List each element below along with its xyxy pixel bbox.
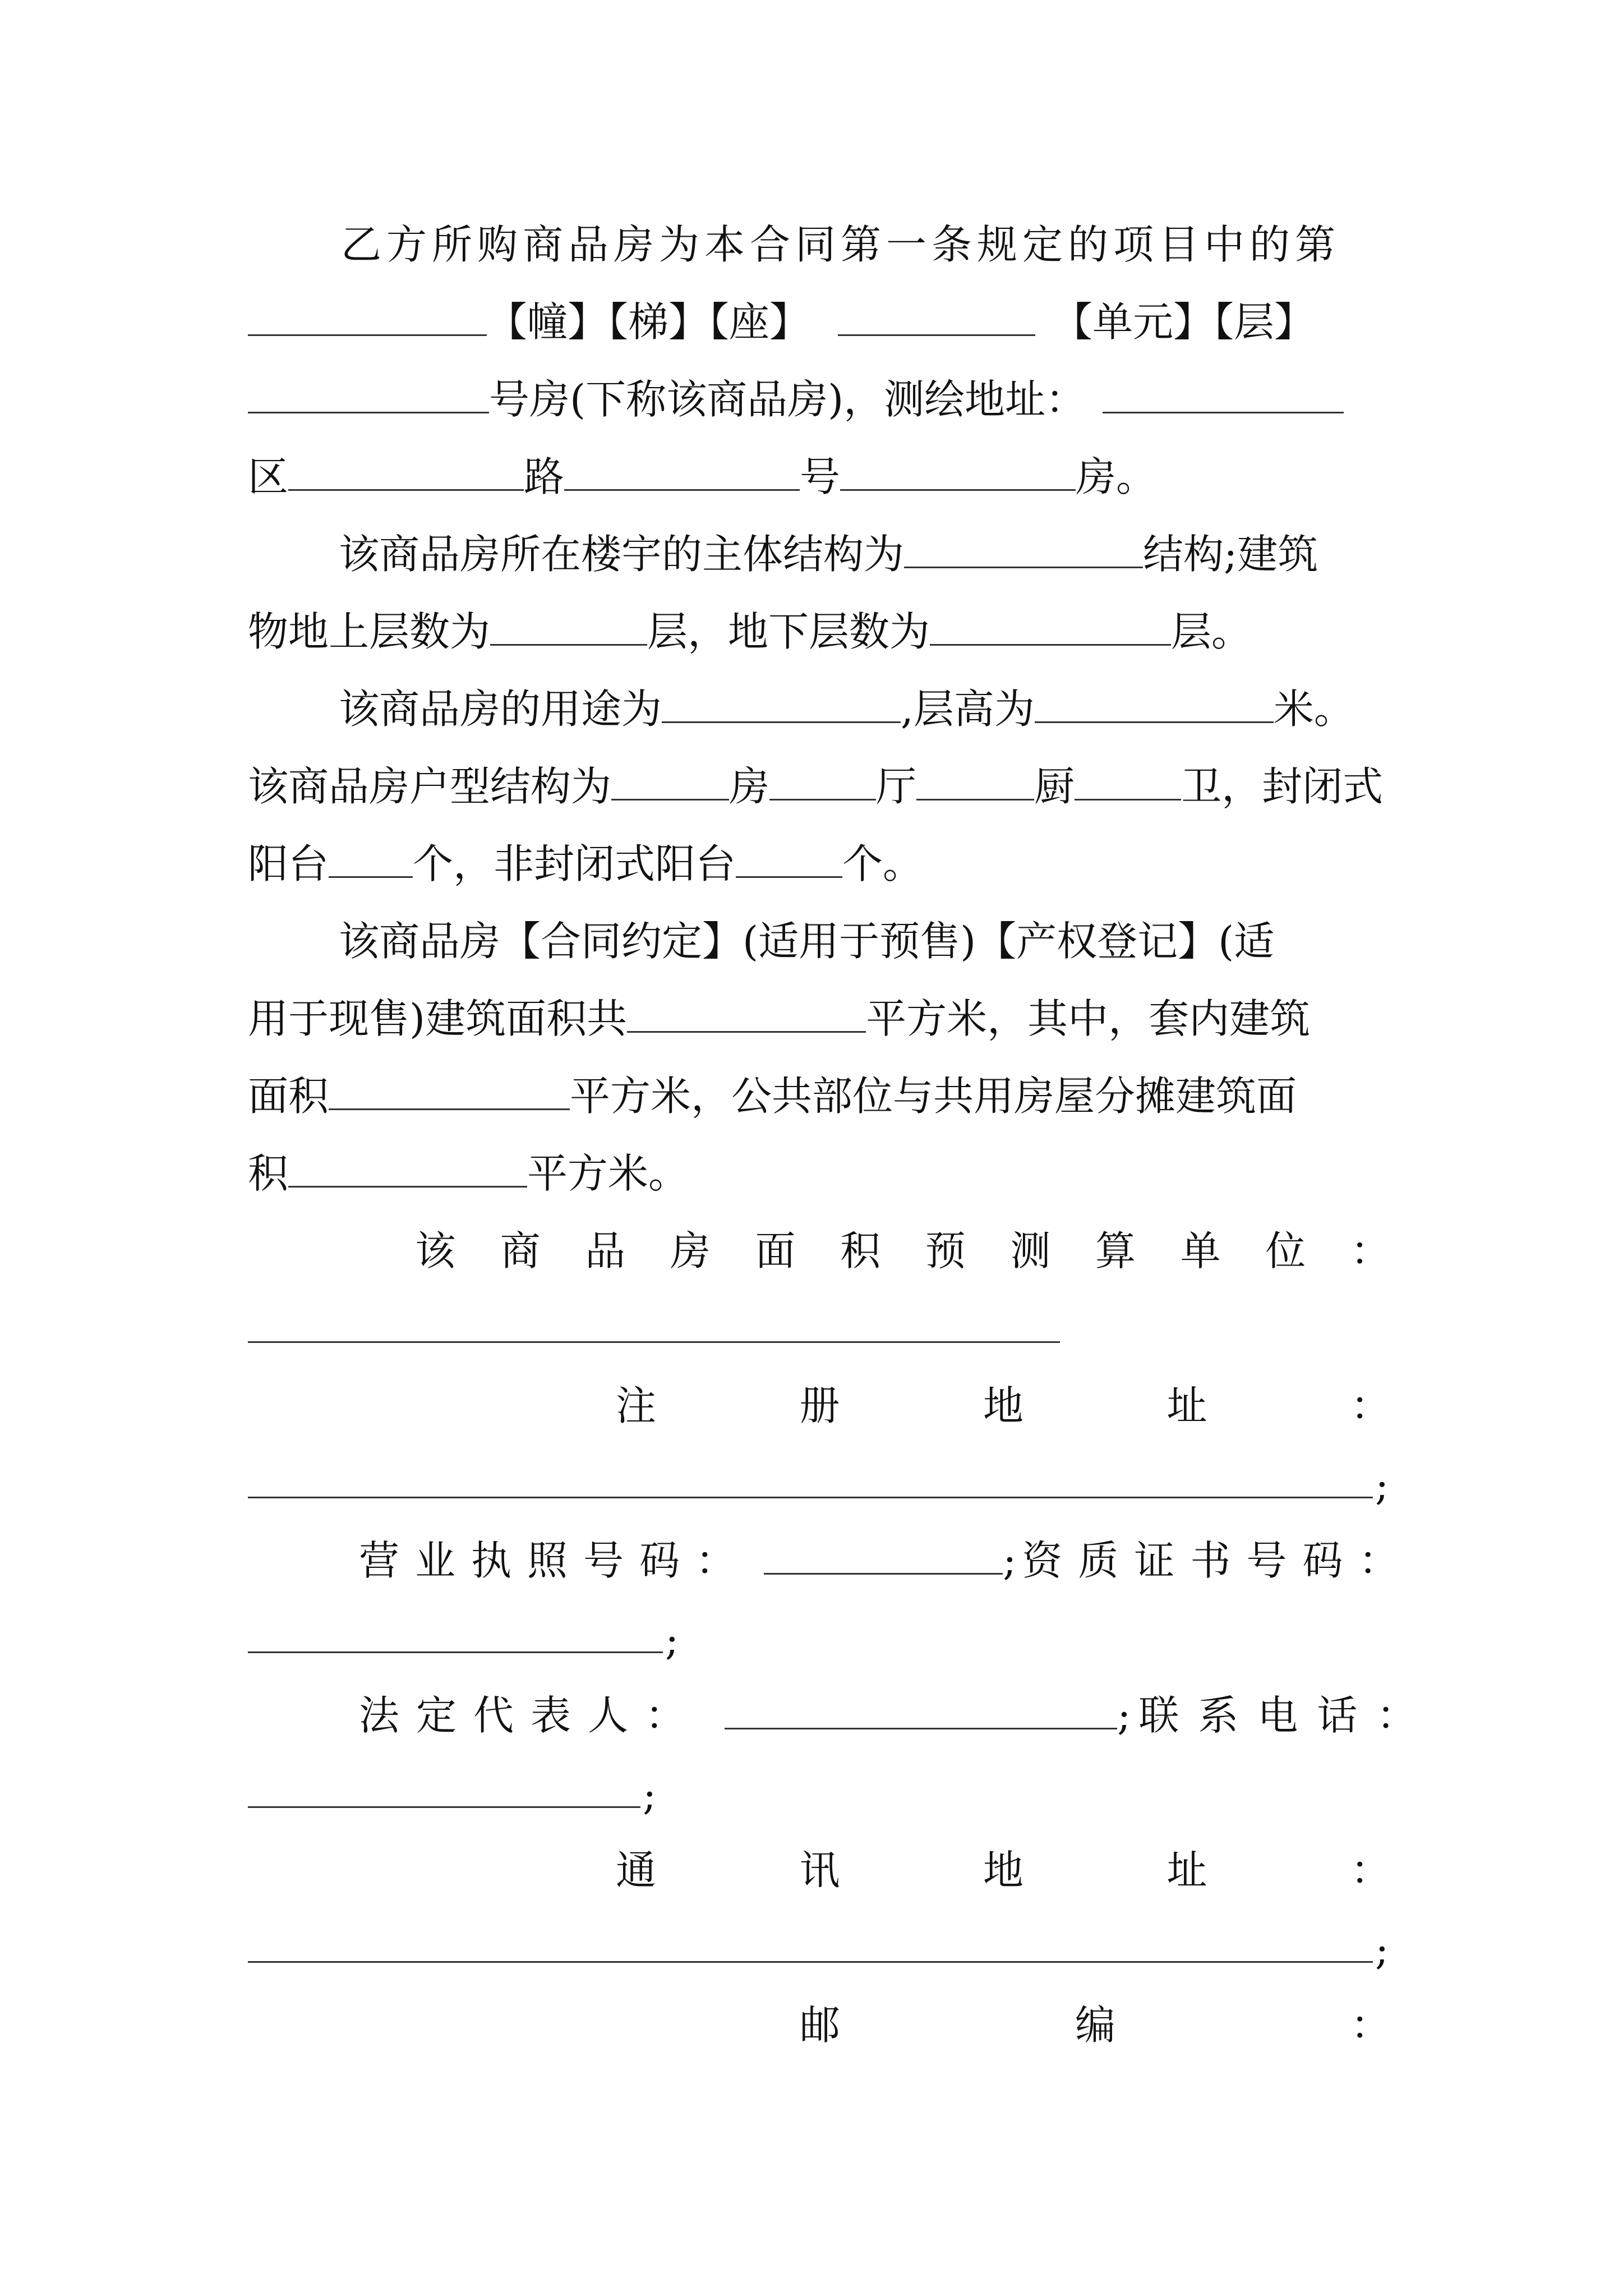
blank-inner-area[interactable] — [329, 1076, 570, 1110]
para4-line4 — [248, 1134, 1391, 1213]
para3-text1c: 米。 — [1273, 685, 1354, 733]
survey-char: 测 — [1010, 1227, 1051, 1274]
mailing-address-label — [616, 1831, 1391, 1910]
para2-text2b: 层，地下层数为 — [647, 608, 930, 655]
mail-addr-char: 通 — [616, 1847, 657, 1894]
qual-char: 书 — [1190, 1537, 1247, 1584]
mail-addr-semicolon: ; — [1375, 1926, 1389, 1973]
blank-phone[interactable] — [248, 1806, 640, 1808]
para1-text4d: 房。 — [1076, 453, 1157, 500]
license-line — [359, 1521, 1415, 1600]
reg-addr-char: 注 — [616, 1382, 657, 1429]
license-mid-semicolon: ; — [1003, 1537, 1017, 1584]
blank-floors-above[interactable] — [490, 611, 647, 646]
blank-main-structure[interactable] — [904, 534, 1143, 568]
reg-addr-char: 地 — [983, 1382, 1023, 1429]
license-char: 号 — [583, 1537, 640, 1584]
license-char: ： — [695, 1537, 752, 1584]
legal-rep-label — [359, 1676, 702, 1755]
mail-addr-char: ： — [1350, 1847, 1391, 1894]
blank-usage[interactable] — [662, 689, 901, 723]
survey-char: 位 — [1265, 1227, 1306, 1274]
survey-char: 单 — [1180, 1227, 1221, 1274]
para3-line1 — [248, 670, 1391, 748]
legal-char: 表 — [531, 1692, 588, 1739]
blank-rooms[interactable] — [611, 766, 729, 800]
survey-char: 算 — [1095, 1227, 1136, 1274]
license-char: 业 — [415, 1537, 472, 1584]
phone-char: 电 — [1257, 1692, 1317, 1739]
para2-text2c: 层。 — [1171, 608, 1252, 655]
blank-floor-height[interactable] — [1035, 689, 1274, 723]
registered-address-label — [616, 1366, 1391, 1445]
para4-text1: 该商品房【合同约定】(适用于预售)【产权登记】(适 — [339, 918, 1275, 965]
phone-semicolon: ; — [643, 1772, 657, 1819]
legal-line — [359, 1676, 1436, 1755]
qual-char: 证 — [1134, 1537, 1191, 1584]
legal-char: 人 — [588, 1692, 645, 1739]
para2-text1a: 该商品房所在楼宇的主体结构为 — [339, 531, 905, 578]
para4-line2 — [248, 979, 1391, 1058]
license-char: 营 — [359, 1537, 416, 1584]
license-char: 执 — [471, 1537, 528, 1584]
blank-unit-no[interactable] — [838, 302, 1035, 336]
postcode-label — [800, 1986, 1391, 2064]
para3-text2b: 房 — [729, 763, 770, 810]
blank-district[interactable] — [288, 457, 524, 491]
blank-number[interactable] — [840, 457, 1076, 491]
survey-char: 积 — [840, 1227, 881, 1274]
survey-char: 房 — [670, 1227, 711, 1274]
para2-text1b: 结构;建筑 — [1143, 531, 1318, 578]
reg-addr-char: 址 — [1166, 1382, 1207, 1429]
license-char: 照 — [527, 1537, 584, 1584]
survey-char: 品 — [585, 1227, 626, 1274]
para1-text3a: 号房(下称该商品房)，测绘地址： — [489, 376, 1086, 423]
para2-line2 — [248, 592, 1391, 671]
para3-text3a: 阳台 — [248, 840, 329, 887]
para4-line3 — [248, 1057, 1391, 1135]
para1-text1: 乙方所购商品房为本合同第一条规定的项目中的第 — [341, 221, 1341, 268]
para3-text2d: 厨 — [1034, 763, 1075, 810]
para4-text2a: 用于现售)建筑面积共 — [248, 995, 628, 1042]
qual-char: 质 — [1078, 1537, 1135, 1584]
para1-line1 — [248, 205, 1391, 284]
survey-char: 预 — [925, 1227, 966, 1274]
blank-building-no[interactable] — [248, 302, 487, 336]
para3-text1a: 该商品房的用途为 — [339, 685, 662, 733]
survey-unit-label — [415, 1212, 1391, 1290]
blank-survey-address[interactable] — [1103, 379, 1344, 413]
para1-text2b: 【单元】【层】 — [1052, 298, 1315, 346]
blank-halls[interactable] — [769, 766, 876, 800]
reg-addr-char: 册 — [799, 1382, 840, 1429]
phone-char: ： — [1376, 1692, 1436, 1739]
license-label — [359, 1521, 751, 1600]
mail-addr-char: 址 — [1166, 1847, 1207, 1894]
para4-text4b: 平方米。 — [527, 1150, 689, 1197]
para1-line3 — [248, 360, 1391, 439]
para3-line2 — [248, 747, 1391, 826]
postcode-char: 编 — [1075, 2001, 1115, 2049]
blank-building-area[interactable] — [627, 999, 866, 1033]
blank-qualification-no[interactable] — [248, 1651, 663, 1653]
blank-bathrooms[interactable] — [1075, 766, 1181, 800]
qualification-label — [1022, 1521, 1414, 1600]
blank-room-no[interactable] — [248, 379, 489, 413]
phone-char: 联 — [1138, 1692, 1198, 1739]
legal-char: 代 — [473, 1692, 531, 1739]
survey-char: 面 — [755, 1227, 796, 1274]
survey-char: 该 — [415, 1227, 456, 1274]
qual-semicolon: ; — [665, 1617, 679, 1664]
para3-text3b: 个，非封闭式阳台 — [413, 840, 736, 887]
legal-mid-semicolon: ; — [1117, 1692, 1131, 1739]
para3-text2e: 卫，封闭式 — [1181, 763, 1384, 810]
qual-char: 资 — [1022, 1537, 1078, 1584]
reg-addr-char: ： — [1350, 1382, 1391, 1429]
blank-registered-address[interactable] — [248, 1497, 1373, 1498]
para1-text4b: 路 — [524, 453, 565, 500]
para3-line3 — [248, 825, 1391, 903]
qual-char: ： — [1358, 1537, 1415, 1584]
blank-legal-rep[interactable] — [725, 1695, 1117, 1729]
mail-addr-char: 地 — [983, 1847, 1023, 1894]
qual-char: 码 — [1302, 1537, 1359, 1584]
reg-addr-semicolon: ; — [1375, 1462, 1389, 1509]
blank-mailing-address[interactable] — [248, 1961, 1373, 1963]
para4-text3b: 平方米，公共部位与共用房屋分摊建筑面 — [570, 1073, 1297, 1120]
blank-floors-below[interactable] — [930, 611, 1171, 646]
para1-text2a: 【幢】【梯】【座】 — [487, 298, 810, 346]
legal-char: 法 — [359, 1692, 417, 1739]
postcode-char: ： — [1350, 2001, 1391, 2049]
para4-text2b: 平方米，其中，套内建筑 — [866, 995, 1311, 1042]
mail-addr-char: 讯 — [799, 1847, 840, 1894]
para3-text2a: 该商品房户型结构为 — [248, 763, 612, 810]
para2-line1 — [248, 515, 1391, 593]
para1-text4c: 号 — [800, 453, 841, 500]
para1-line2 — [248, 283, 1391, 361]
blank-license-no[interactable] — [764, 1540, 1003, 1575]
para1-text4a: 区 — [248, 453, 289, 500]
survey-char: ： — [1350, 1227, 1391, 1274]
blank-closed-balcony[interactable] — [329, 844, 413, 878]
blank-road[interactable] — [564, 457, 800, 491]
legal-char: 定 — [416, 1692, 474, 1739]
blank-kitchens[interactable] — [916, 766, 1034, 800]
phone-char: 话 — [1317, 1692, 1377, 1739]
para3-text2c: 厅 — [876, 763, 917, 810]
qual-char: 号 — [1246, 1537, 1303, 1584]
para4-text3a: 面积 — [248, 1073, 329, 1120]
para3-text1b: ,层高为 — [901, 685, 1035, 733]
legal-char: ： — [645, 1692, 703, 1739]
postcode-char: 邮 — [800, 2001, 841, 2049]
blank-survey-unit[interactable] — [248, 1341, 1060, 1343]
phone-label — [1138, 1676, 1436, 1755]
para4-line1 — [248, 902, 1391, 981]
blank-shared-area[interactable] — [288, 1153, 527, 1188]
para2-text2a: 物地上层数为 — [248, 608, 491, 655]
blank-open-balcony[interactable] — [736, 844, 842, 878]
para4-text4a: 积 — [248, 1150, 289, 1197]
license-char: 码 — [639, 1537, 696, 1584]
para1-line4 — [248, 438, 1391, 516]
phone-char: 系 — [1198, 1692, 1258, 1739]
para3-text3c: 个。 — [842, 840, 924, 887]
survey-char: 商 — [500, 1227, 541, 1274]
